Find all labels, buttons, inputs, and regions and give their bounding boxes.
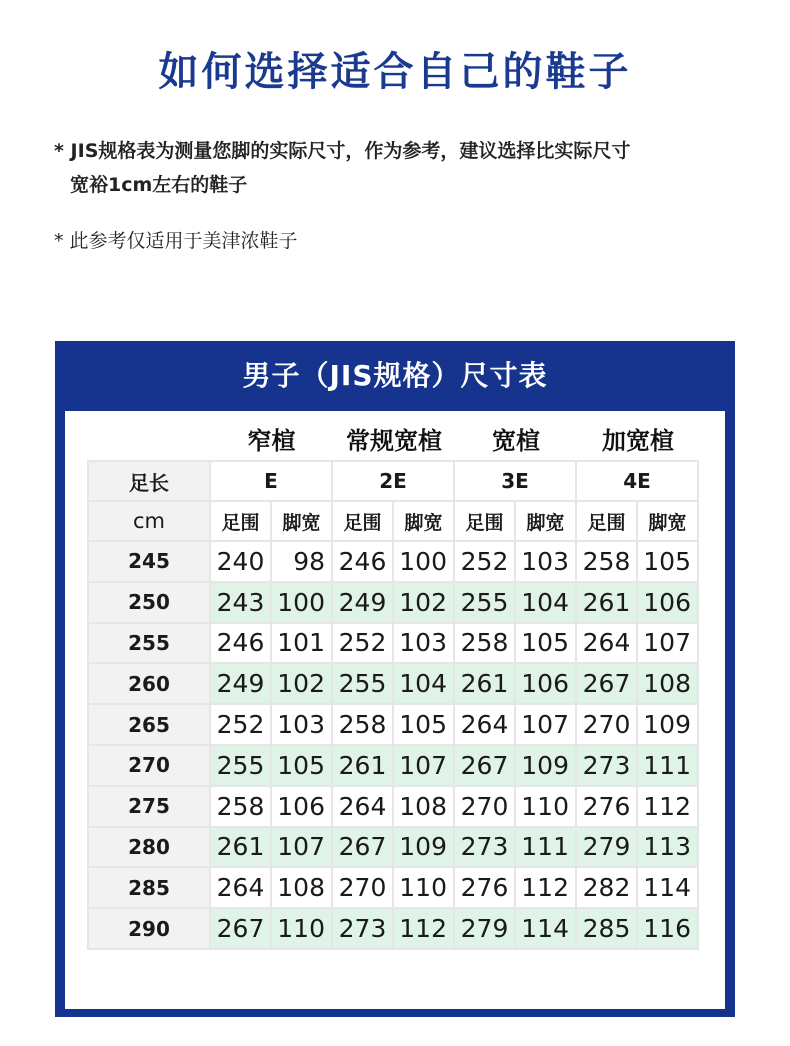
foot-width-cell: 103 — [272, 705, 331, 744]
girth-cell: 261 — [455, 664, 514, 703]
foot-width-cell: 106 — [272, 787, 331, 826]
girth-cell: 267 — [333, 828, 392, 867]
girth-cell: 264 — [577, 624, 636, 663]
width-3e-header: 3E — [455, 462, 575, 500]
foot-width-cell: 105 — [394, 705, 453, 744]
girth-cell: 285 — [577, 909, 636, 948]
girth-cell: 252 — [455, 542, 514, 581]
foot-length-cell: 245 — [89, 542, 209, 581]
foot-width-cell: 110 — [394, 868, 453, 907]
table-row — [89, 828, 697, 867]
foot-width-cell: 101 — [272, 624, 331, 663]
table-row — [89, 868, 697, 907]
size-table — [87, 460, 699, 950]
girth-cell: 276 — [577, 787, 636, 826]
foot-width-header: 脚宽 — [638, 502, 697, 540]
foot-length-cell: 270 — [89, 746, 209, 785]
foot-width-cell: 102 — [394, 583, 453, 622]
girth-header: 足围 — [333, 502, 392, 540]
girth-cell: 240 — [211, 542, 270, 581]
table-row — [89, 787, 697, 826]
foot-width-cell: 109 — [516, 746, 575, 785]
foot-width-cell: 109 — [394, 828, 453, 867]
foot-width-header: 脚宽 — [516, 502, 575, 540]
table-row — [89, 542, 697, 581]
foot-width-cell: 106 — [638, 583, 697, 622]
foot-width-cell: 108 — [638, 664, 697, 703]
foot-width-cell: 107 — [638, 624, 697, 663]
foot-width-cell: 109 — [638, 705, 697, 744]
girth-cell: 261 — [333, 746, 392, 785]
foot-width-cell: 107 — [394, 746, 453, 785]
foot-length-cell: 280 — [89, 828, 209, 867]
girth-cell: 261 — [577, 583, 636, 622]
foot-width-cell: 112 — [638, 787, 697, 826]
table-row — [89, 705, 697, 744]
page-title: 如何选择适合自己的鞋子 — [158, 49, 632, 95]
foot-width-cell: 112 — [516, 868, 575, 907]
size-chart-card — [55, 341, 735, 1017]
girth-cell: 261 — [211, 828, 270, 867]
girth-cell: 246 — [333, 542, 392, 581]
girth-cell: 264 — [211, 868, 270, 907]
foot-width-cell: 100 — [272, 583, 331, 622]
table-row — [89, 909, 697, 948]
girth-cell: 270 — [577, 705, 636, 744]
foot-width-cell: 113 — [638, 828, 697, 867]
foot-length-cell: 290 — [89, 909, 209, 948]
foot-length-cell: 265 — [89, 705, 209, 744]
width-2e-header: 2E — [333, 462, 453, 500]
foot-length-header: 足长 — [89, 462, 209, 500]
foot-width-cell: 110 — [516, 787, 575, 826]
girth-cell: 273 — [333, 909, 392, 948]
foot-width-cell: 114 — [638, 868, 697, 907]
measure-header-row — [89, 502, 697, 540]
table-row — [89, 746, 697, 785]
foot-width-cell: 107 — [516, 705, 575, 744]
girth-cell: 249 — [211, 664, 270, 703]
girth-cell: 282 — [577, 868, 636, 907]
foot-width-cell: 104 — [394, 664, 453, 703]
note-line-1: * JIS规格表为测量您脚的实际尺寸，作为参考，建议选择比实际尺寸 — [54, 140, 631, 162]
girth-cell: 252 — [211, 705, 270, 744]
foot-width-header: 脚宽 — [394, 502, 453, 540]
unit-header: cm — [89, 502, 209, 540]
fit-narrow: 窄楦 — [247, 427, 296, 455]
width-header-row — [89, 462, 697, 500]
girth-cell: 276 — [455, 868, 514, 907]
foot-width-cell: 105 — [516, 624, 575, 663]
girth-cell: 249 — [333, 583, 392, 622]
foot-width-cell: 108 — [394, 787, 453, 826]
girth-cell: 258 — [211, 787, 270, 826]
size-chart-title: 男子（JIS规格）尺寸表 — [242, 359, 548, 392]
foot-length-cell: 275 — [89, 787, 209, 826]
fit-regular-wide: 常规宽楦 — [346, 427, 442, 455]
note-line-2: 宽裕1cm左右的鞋子 — [70, 174, 248, 196]
foot-length-cell: 285 — [89, 868, 209, 907]
fit-type-row — [65, 417, 725, 465]
foot-width-cell: 98 — [272, 542, 331, 581]
foot-length-cell: 250 — [89, 583, 209, 622]
girth-cell: 258 — [455, 624, 514, 663]
girth-cell: 270 — [455, 787, 514, 826]
foot-width-cell: 107 — [272, 828, 331, 867]
table-row — [89, 583, 697, 622]
foot-width-cell: 106 — [516, 664, 575, 703]
foot-width-header: 脚宽 — [272, 502, 331, 540]
foot-width-cell: 112 — [394, 909, 453, 948]
foot-width-cell: 104 — [516, 583, 575, 622]
girth-cell: 279 — [455, 909, 514, 948]
size-chart-body — [65, 411, 725, 1009]
foot-width-cell: 103 — [516, 542, 575, 581]
girth-cell: 255 — [211, 746, 270, 785]
girth-cell: 243 — [211, 583, 270, 622]
girth-cell: 258 — [577, 542, 636, 581]
fit-extra-wide: 加宽楦 — [602, 427, 674, 455]
width-e-header: E — [211, 462, 331, 500]
foot-width-cell: 103 — [394, 624, 453, 663]
girth-cell: 264 — [455, 705, 514, 744]
foot-width-cell: 111 — [638, 746, 697, 785]
foot-width-cell: 100 — [394, 542, 453, 581]
foot-width-cell: 105 — [272, 746, 331, 785]
table-row — [89, 664, 697, 703]
table-row — [89, 624, 697, 663]
note-jis-reference — [54, 134, 754, 202]
note-mizuno-only: * 此参考仅适用于美津浓鞋子 — [54, 230, 298, 252]
fit-wide: 宽楦 — [492, 427, 540, 455]
girth-cell: 267 — [211, 909, 270, 948]
girth-cell: 279 — [577, 828, 636, 867]
girth-cell: 267 — [577, 664, 636, 703]
foot-width-cell: 105 — [638, 542, 697, 581]
foot-width-cell: 102 — [272, 664, 331, 703]
girth-cell: 246 — [211, 624, 270, 663]
width-4e-header: 4E — [577, 462, 697, 500]
foot-length-cell: 255 — [89, 624, 209, 663]
foot-width-cell: 114 — [516, 909, 575, 948]
foot-width-cell: 111 — [516, 828, 575, 867]
girth-cell: 255 — [333, 664, 392, 703]
foot-width-cell: 110 — [272, 909, 331, 948]
foot-width-cell: 108 — [272, 868, 331, 907]
girth-cell: 273 — [455, 828, 514, 867]
girth-cell: 264 — [333, 787, 392, 826]
girth-cell: 258 — [333, 705, 392, 744]
girth-header: 足围 — [577, 502, 636, 540]
girth-cell: 270 — [333, 868, 392, 907]
girth-cell: 267 — [455, 746, 514, 785]
foot-length-cell: 260 — [89, 664, 209, 703]
foot-width-cell: 116 — [638, 909, 697, 948]
girth-cell: 255 — [455, 583, 514, 622]
girth-cell: 252 — [333, 624, 392, 663]
girth-cell: 273 — [577, 746, 636, 785]
girth-header: 足围 — [455, 502, 514, 540]
girth-header: 足围 — [211, 502, 270, 540]
